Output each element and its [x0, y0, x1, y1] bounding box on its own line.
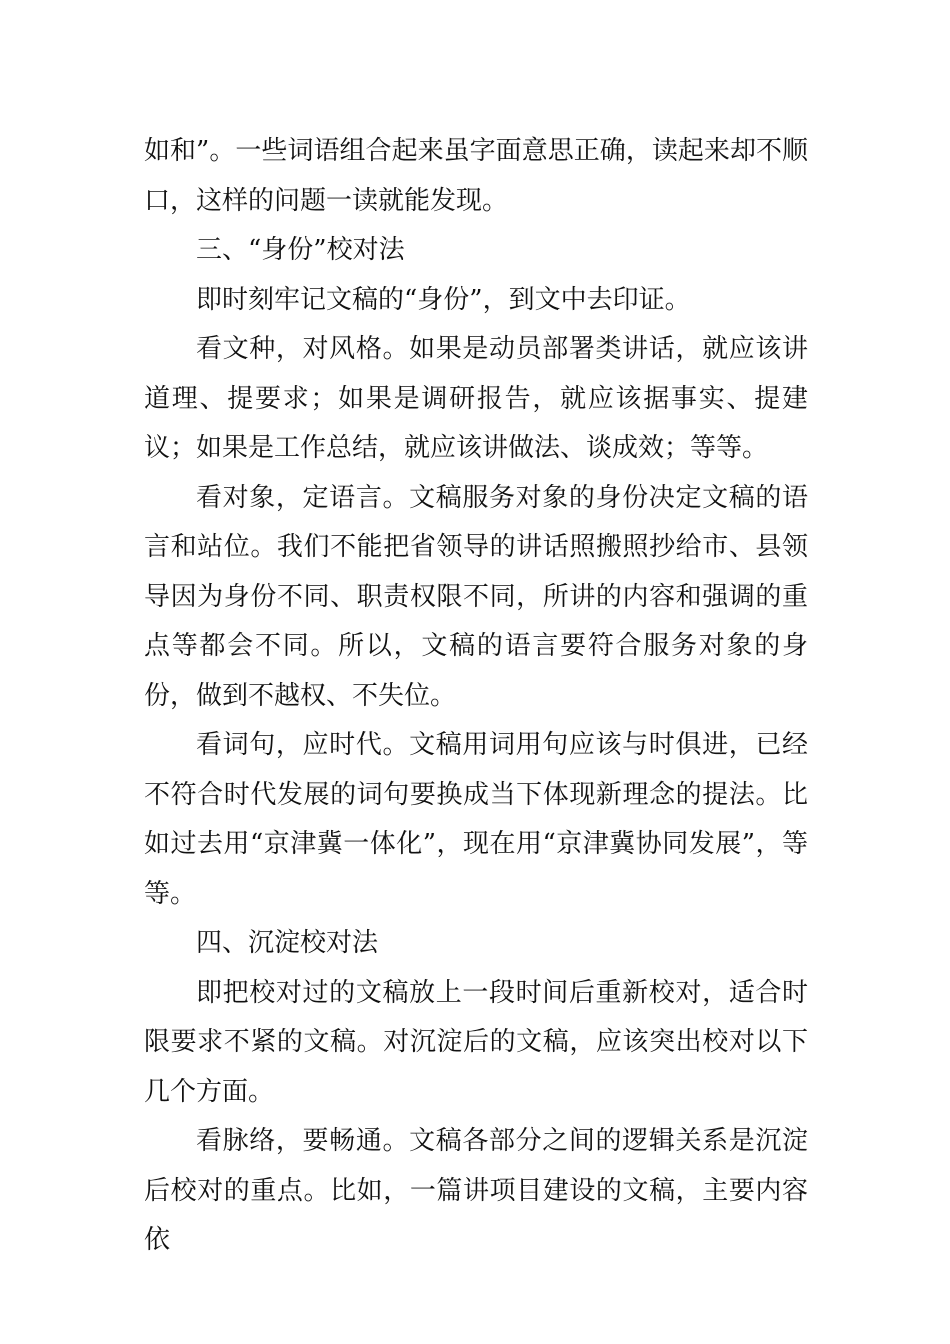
- paragraph-wording-era: 看词句，应时代。文稿用词用句应该与时俱进，已经不符合时代发展的词句要换成当下体现新理念的提法。比如过去用“京津冀一体化”，现在用“京津冀协同发展”，等等。: [144, 730, 808, 909]
- document-body: [144, 127, 808, 1266]
- paragraph-identity-definition: 即时刻牢记文稿的“身份”，到文中去印证。: [196, 284, 691, 315]
- paragraph-settling-definition: 即把校对过的文稿放上一段时间后重新校对，适合时限要求不紧的文稿。对沉淀后的文稿，应该突出校对以下几个方面。: [144, 977, 808, 1107]
- paragraph-structure-flow: 看脉络，要畅通。文稿各部分之间的逻辑关系是沉淀后校对的重点。比如，一篇讲项目建设的文稿，主要内容依: [144, 1126, 808, 1255]
- paragraph-continuation: 如和”。一些词语组合起来虽字面意思正确，读起来却不顺口，这样的问题一读就能发现。: [144, 136, 808, 216]
- paragraph-audience-language: 看对象，定语言。文稿服务对象的身份决定文稿的语言和站位。我们不能把省领导的讲话照搬照抄给市、县领导因为身份不同、职责权限不同，所讲的内容和强调的重点等都会不同。所以，文稿的语言要符合服务对象的身份，做到不越权、不失位。: [144, 482, 808, 711]
- paragraph-document-type: 看文种，对风格。如果是动员部署类讲话，就应该讲道理、提要求；如果是调研报告，就应该据事实、提建议；如果是工作总结，就应该讲做法、谈成效；等等。: [144, 334, 808, 463]
- section-heading-three: 三、“身份”校对法: [196, 235, 405, 265]
- section-heading-four: 四、沉淀校对法: [196, 928, 379, 958]
